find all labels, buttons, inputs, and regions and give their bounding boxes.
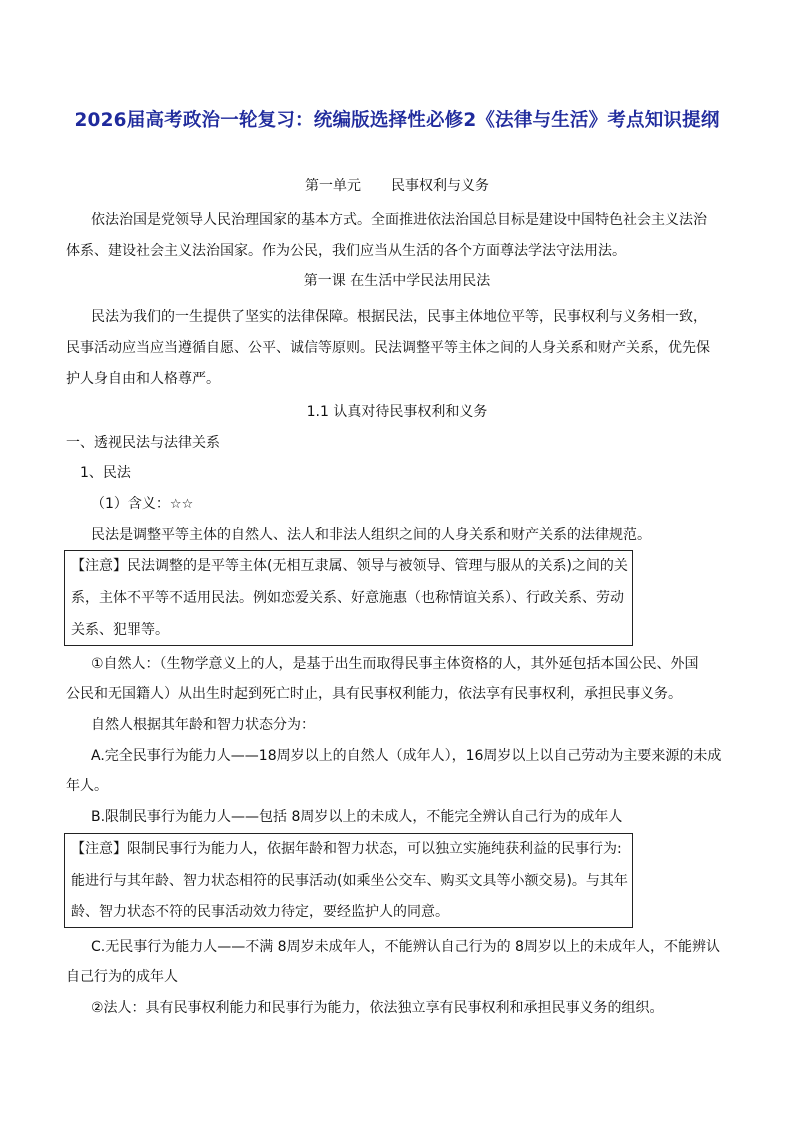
item-c-line-2: 自己行为的成年人	[66, 969, 178, 985]
section-title: 1.1 认真对待民事权利和义务	[306, 404, 488, 420]
unit-title	[0, 176, 794, 196]
lesson-intro-line-3: 护人身自由和人格尊严。	[66, 371, 220, 387]
natural-person-line-2: 公民和无国籍人）从出生时起到死亡时止，具有民事权利能力，依法享有民事权利，承担民事义务。	[66, 686, 682, 702]
unit-name: 民事权利与义务	[391, 178, 489, 194]
heading-1-1: 1、民法	[80, 465, 131, 481]
note1-line-2: 系，主体不平等不适用民法。例如恋爱关系、好意施惠（也称情谊关系）、行政关系、劳动	[71, 590, 624, 606]
natural-person-line-1: ①自然人：（生物学意义上的人，是基于出生而取得民事主体资格的人，其外延包括本国公民、外国	[91, 656, 699, 672]
star-rating-icon: ☆☆	[169, 497, 194, 512]
note1-line-1: 【注意】民法调整的是平等主体(无相互隶属、领导与被领导、管理与服从的关系)之间的关	[71, 558, 628, 574]
unit-intro-line-2: 体系、建设社会主义法治国家。作为公民，我们应当从生活的各个方面尊法学法守法用法。	[66, 243, 626, 259]
classify-intro: 自然人根据其年龄和智力状态分为：	[91, 717, 315, 733]
unit-intro-line-1: 依法治国是党领导人民治理国家的基本方式。全面推进依法治国总目标是建设中国特色社会主义法治	[91, 212, 707, 228]
note1-line-3: 关系、犯罪等。	[71, 622, 169, 638]
legal-person-text: ②法人：具有民事权利能力和民事行为能力，依法独立享有民事权利和承担民事义务的组织。	[91, 1000, 664, 1016]
item-a-line-2: 年人。	[66, 778, 108, 794]
note2-line-1: 【注意】限制民事行为能力人，依据年龄和智力状态，可以独立实施纯获利益的民事行为:	[71, 841, 622, 857]
meaning-label: （1）含义：	[91, 496, 170, 512]
definition-text: 民法是调整平等主体的自然人、法人和非法人组织之间的人身关系和财产关系的法律规范。	[91, 527, 651, 543]
meaning-line	[91, 494, 193, 515]
lesson-intro-line-1: 民法为我们的一生提供了坚实的法律保障。根据民法，民事主体地位平等，民事权利与义务相一致，	[91, 309, 707, 325]
note2-line-3: 龄、智力状态不符的民事活动效力待定，要经监护人的同意。	[71, 904, 449, 920]
item-b-text: B.限制民事行为能力人——包括 8周岁以上的未成人，不能完全辨认自己行为的成年人	[91, 809, 623, 825]
note2-line-2: 能进行与其年龄、智力状态相符的民事活动(如乘坐公交车、购买文具等小额交易)。与其年	[71, 873, 628, 889]
heading-1: 一、透视民法与法律关系	[66, 435, 220, 451]
lesson-title: 第一课 在生活中学民法用民法	[303, 273, 491, 289]
unit-label: 第一单元	[305, 178, 361, 194]
item-a-line-1: A.完全民事行为能力人——18周岁以上的自然人（成年人），16周岁以上以自己劳动为主要来源的未成	[91, 748, 722, 764]
item-c-line-1: C.无民事行为能力人——不满 8周岁未成年人，不能辨认自己行为的 8周岁以上的未成年人，不能辨认	[91, 939, 720, 955]
document-title: 2026届高考政治一轮复习：统编版选择性必修2《法律与生活》考点知识提纲	[74, 110, 720, 131]
lesson-intro-line-2: 民事活动应当应当遵循自愿、公平、诚信等原则。民法调整平等主体之间的人身关系和财产关系，优先保	[66, 340, 710, 356]
